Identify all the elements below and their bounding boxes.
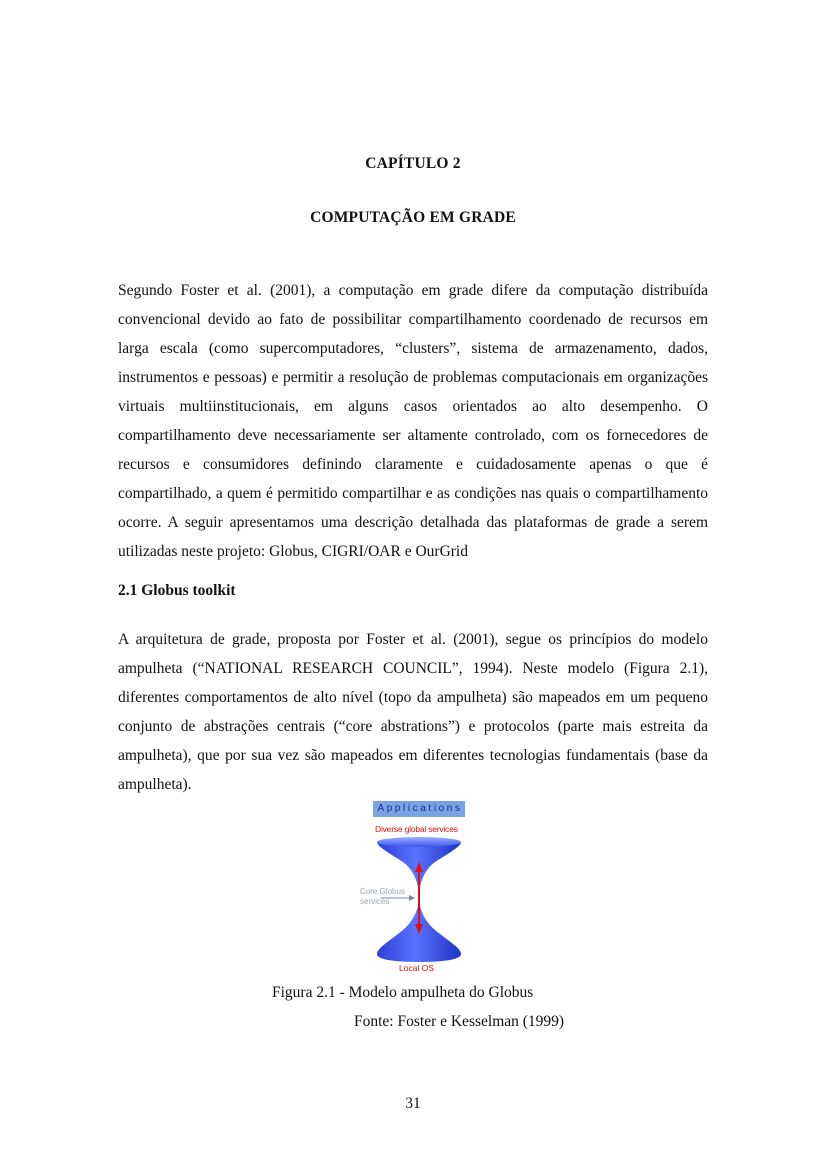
figure-source: Fonte: Foster e Kesselman (1999) bbox=[354, 1013, 565, 1030]
diverse-services-label: Diverse global services bbox=[375, 824, 458, 834]
core-services-label bbox=[360, 887, 420, 907]
chapter-number: CAPÍTULO 2 bbox=[365, 155, 461, 172]
figure-caption: Figura 2.1 - Modelo ampulheta do Globus bbox=[272, 984, 534, 1001]
hourglass-top bbox=[377, 837, 461, 847]
section-heading: 2.1 Globus toolkit bbox=[118, 582, 236, 599]
globus-paragraph: A arquitetura de grade, proposta por Foster et al. (2001), segue os princípios do modelo ampulheta (“NATIONAL RESEARCH COUNCIL”, 1994). Neste modelo (Figura 2.1), diferentes comportamentos de alto nível (topo da ampulheta) são mapeados em um pequeno conjunto de abstrações centrais (“core abstrations”) e protocolos (parte mais estreita da ampulheta), que por sua vez são mapeados em diferentes tecnologias fundamentais (base da ampulheta). bbox=[118, 631, 708, 793]
core-services-line2: services bbox=[360, 897, 390, 906]
applications-label: Applications bbox=[373, 801, 465, 817]
intro-paragraph: Segundo Foster et al. (2001), a computação em grade difere da computação distribuída convencional devido ao fato de possibilitar compartilhamento coordenado de recursos em larga escala (como supercomputadores, “clusters”, sistema de armazenamento, dados, instrumentos e pessoas) e permitir a resolução de problemas computacionais em organizações virtuais multiinstitucionais, em alguns casos orientados ao alto desempenho. O compartilhamento deve necessariamente ser altamente controlado, com os fornecedores de recursos e consumidores definindo claramente e cuidadosamente apenas o que é compartilhado, a quem é permitido compartilhar e as condições nas quais o compartilhamento ocorre. A seguir apresentamos uma descrição detalhada das plataformas de grade a serem utilizadas neste projeto: Globus, CIGRI/OAR e OurGrid bbox=[118, 282, 708, 560]
hourglass-figure bbox=[355, 800, 475, 976]
chapter-title: COMPUTAÇÃO EM GRADE bbox=[310, 209, 516, 226]
local-os-label: Local OS bbox=[399, 963, 434, 973]
core-services-line1: Core Globus bbox=[360, 887, 405, 896]
page-number: 31 bbox=[405, 1095, 421, 1112]
